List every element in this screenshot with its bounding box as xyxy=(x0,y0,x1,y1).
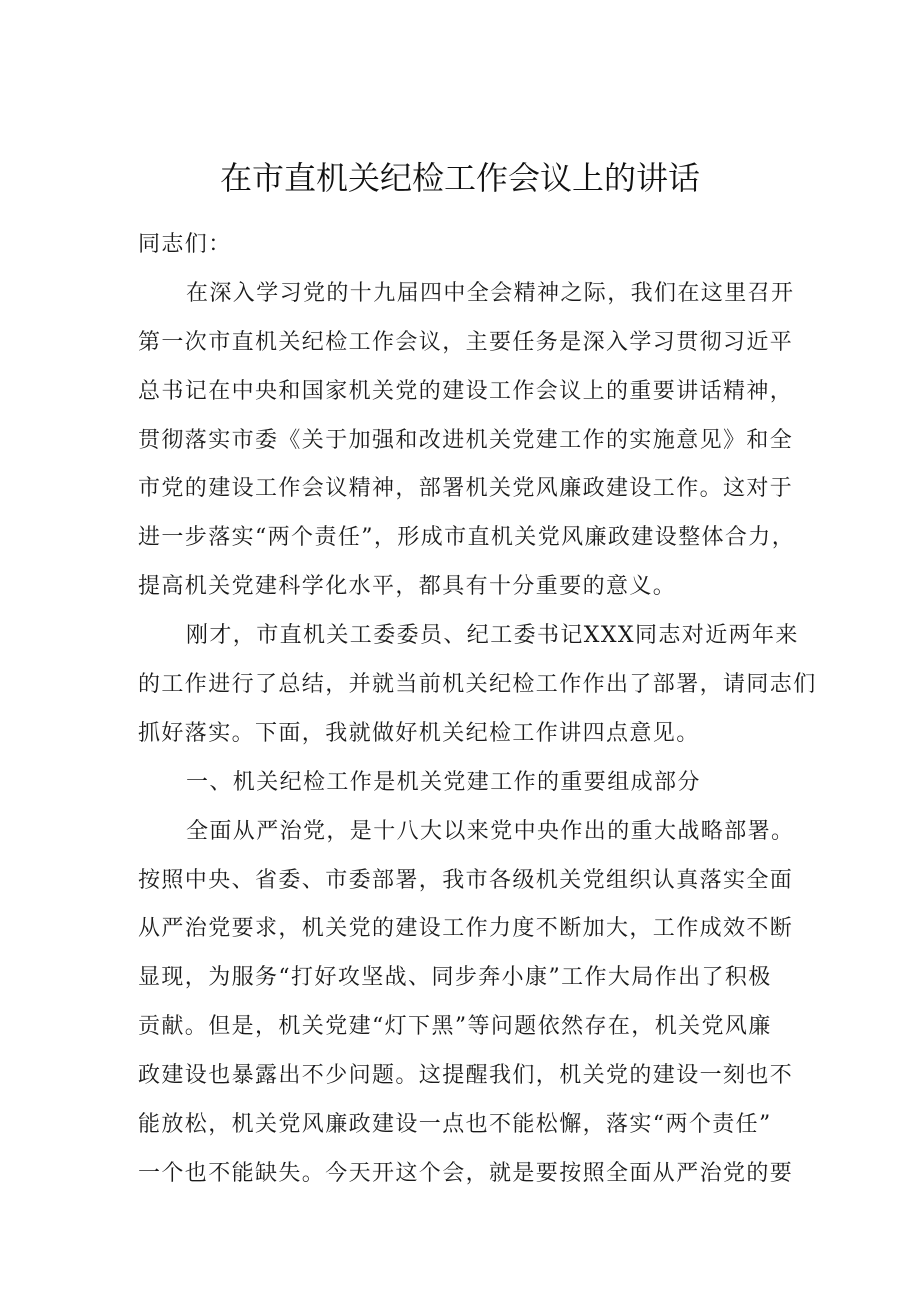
paragraph-line: 市党的建设工作会议精神，部署机关党风廉政建设工作。这对于 xyxy=(138,476,794,502)
paragraph-line: 刚才，市直机关工委委员、纪工委书记XXX同志对近两年来 xyxy=(186,623,799,649)
paragraph-line: 按照中央、省委、市委部署，我市各级机关党组织认真落实全面 xyxy=(138,867,794,893)
paragraph-line: 进一步落实“两个责任”，形成市直机关党风廉政建设整体合力， xyxy=(138,525,796,551)
section-heading: 一、机关纪检工作是机关党建工作的重要组成部分 xyxy=(186,769,701,795)
paragraph-line: 抓好落实。下面，我就做好机关纪检工作讲四点意见。 xyxy=(138,720,700,746)
paragraph-line: 政建设也暴露出不少问题。这提醒我们，机关党的建设一刻也不 xyxy=(138,1063,794,1089)
document-title: 在市直机关纪检工作会议上的讲话 xyxy=(219,159,700,197)
paragraph-line: 提高机关党建科学化水平，都具有十分重要的意义。 xyxy=(138,574,677,600)
paragraph-line: 贯彻落实市委《关于加强和改进机关党建工作的实施意见》和全 xyxy=(138,427,794,453)
paragraph-line: 总书记在中央和国家机关党的建设工作会议上的重要讲话精神， xyxy=(138,378,794,404)
paragraph-line: 的工作进行了总结，并就当前机关纪检工作作出了部署，请同志们 xyxy=(138,672,817,698)
paragraph-line: 贡献。但是，机关党建“灯下黑”等问题依然存在，机关党风廉 xyxy=(138,1014,772,1040)
paragraph-line: 在深入学习党的十九届四中全会精神之际，我们在这里召开 xyxy=(186,280,795,306)
paragraph-line: 全面从严治党，是十八大以来党中央作出的重大战略部署。 xyxy=(186,818,795,844)
salutation: 同志们： xyxy=(138,232,232,257)
paragraph-line: 显现，为服务“打好攻坚战、同步奔小康”工作大局作出了积极 xyxy=(138,965,772,991)
paragraph-line: 从严治党要求，机关党的建设工作力度不断加大，工作成效不断 xyxy=(138,916,794,942)
paragraph-line: 第一次市直机关纪检工作会议，主要任务是深入学习贯彻习近平 xyxy=(138,329,794,355)
paragraph-line: 能放松，机关党风廉政建设一点也不能松懈，落实“两个责任” xyxy=(138,1112,772,1138)
paragraph-line: 一个也不能缺失。今天开这个会，就是要按照全面从严治党的要 xyxy=(138,1160,794,1186)
document-body xyxy=(138,221,817,1199)
